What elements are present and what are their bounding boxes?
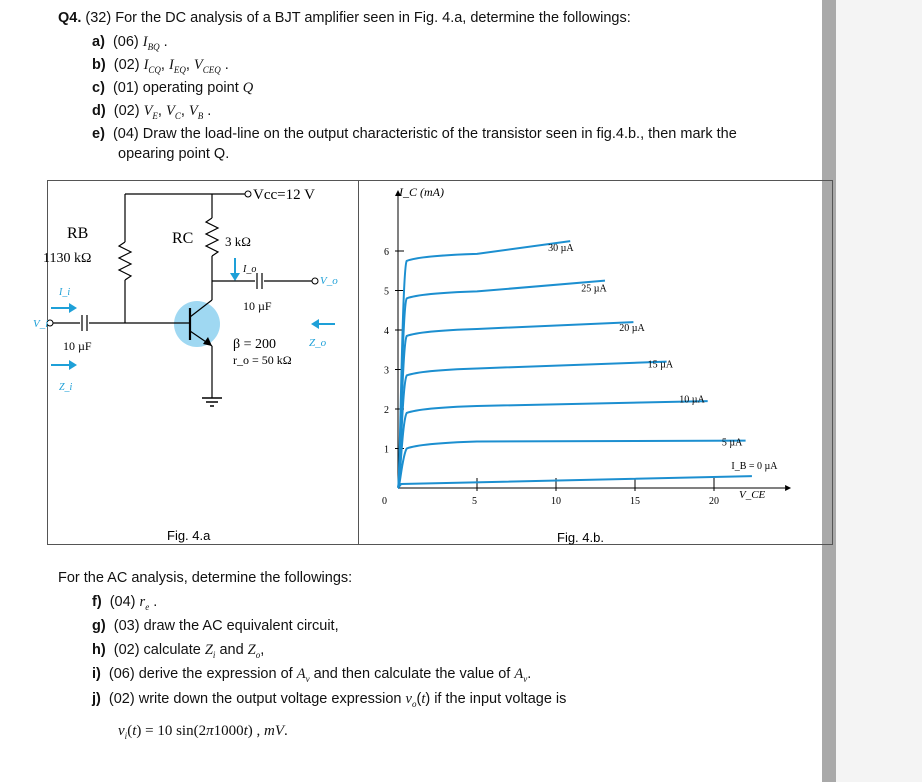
chart-y-tick-label: 1 bbox=[384, 444, 389, 456]
cin-label: 10 µF bbox=[63, 339, 92, 353]
rb-label: RB bbox=[67, 225, 89, 242]
item-i-label: i) bbox=[92, 666, 101, 682]
chart-series-line bbox=[398, 362, 667, 488]
question-number: Q4. bbox=[58, 10, 82, 26]
item-c-math: Q bbox=[242, 80, 254, 96]
item-j-label: j) bbox=[92, 691, 101, 707]
rb-resistor bbox=[119, 242, 131, 280]
item-c-text: (01) operating point bbox=[112, 80, 239, 96]
chart-series-label: I_B = 0 µA bbox=[731, 461, 778, 473]
item-g-text: (03) draw the AC equivalent circuit, bbox=[113, 618, 339, 634]
zi-arrow bbox=[69, 360, 77, 370]
question-text: (32) For the DC analysis of a BJT amplifier seen in Fig. 4.a, determine the followings: bbox=[85, 10, 631, 26]
item-g-label: g) bbox=[92, 618, 106, 634]
item-h: h) (02) calculate $Z_i$ and $Z_o$, bbox=[92, 642, 265, 660]
rc-value: 3 kΩ bbox=[225, 234, 251, 249]
item-d: d) (02) $V_E$, $V_C$, $V_B$ . bbox=[92, 103, 212, 121]
item-a-label: a) bbox=[92, 34, 105, 50]
question-header bbox=[58, 9, 631, 27]
item-h-label: h) bbox=[92, 642, 106, 658]
item-i: i) (06) derive the expression of $A_v$ and then calculate the value of $A_v$. bbox=[92, 666, 532, 684]
chart-series-label: 15 µA bbox=[647, 359, 674, 371]
zo-label: Z_o bbox=[309, 337, 327, 349]
ii-label: I_i bbox=[59, 287, 71, 298]
item-b-label: b) bbox=[92, 57, 106, 73]
chart-x-tick-label: 20 bbox=[709, 496, 719, 507]
io-arrow bbox=[230, 273, 240, 281]
transistor-highlight bbox=[174, 301, 220, 347]
chart-y-tick-label: 4 bbox=[384, 326, 389, 337]
rc-label: RC bbox=[172, 230, 194, 247]
item-g bbox=[92, 617, 339, 635]
item-e-label: e) bbox=[92, 126, 105, 142]
cout-label: 10 µF bbox=[243, 299, 272, 313]
item-c bbox=[92, 79, 253, 97]
chart-x-tick-label: 10 bbox=[551, 496, 561, 507]
item-e-text: (04) Draw the load-line on the output characteristic of the transistor seen in fig.4.b., then mark the bbox=[112, 126, 737, 142]
input-voltage-equation: $v_i(t) = 10$ sin(2π1000t) , mV. bbox=[118, 723, 288, 741]
item-b: b) (02) $I_{CQ}$, $I_{EQ}$, $V_{CEQ}$ . bbox=[92, 57, 229, 75]
chart-series-line bbox=[398, 476, 752, 488]
item-f-label: f) bbox=[92, 594, 102, 610]
chart-x-tick-label: 0 bbox=[382, 496, 387, 507]
chart-series-line bbox=[398, 401, 708, 488]
chart-series-line bbox=[398, 241, 570, 488]
rc-resistor bbox=[206, 218, 218, 256]
vcc-label: Vcc=12 V bbox=[253, 187, 315, 203]
chart-x-axis-label: V_CE bbox=[739, 489, 766, 501]
item-c-label: c) bbox=[92, 80, 105, 96]
ro-label: r_o = 50 kΩ bbox=[233, 353, 292, 367]
vo-label: V_o bbox=[320, 275, 338, 287]
chart-y-tick-label: 5 bbox=[384, 286, 389, 298]
chart-series-label: 10 µA bbox=[679, 394, 705, 406]
right-margin bbox=[836, 0, 922, 782]
item-j: j) (02) write down the output voltage expression $v_o(t)$ if the input voltage is bbox=[92, 691, 567, 709]
chart-y-tick-label: 2 bbox=[384, 405, 389, 416]
output-characteristic-chart bbox=[359, 180, 833, 545]
fig-4a-caption: Fig. 4.a bbox=[167, 528, 211, 543]
ac-intro: For the AC analysis, determine the followings: bbox=[58, 570, 353, 586]
chart-series-label: 30 µA bbox=[548, 243, 574, 254]
chart-series-label: 25 µA bbox=[581, 283, 607, 295]
chart-x-tick-label: 15 bbox=[630, 496, 640, 507]
item-f: f) (04) $r_e$ . bbox=[92, 594, 158, 612]
beta-label: β = 200 bbox=[233, 337, 277, 352]
item-e bbox=[92, 125, 737, 143]
chart-y-tick-label: 3 bbox=[384, 365, 389, 377]
chart-x-axis-arrow bbox=[785, 485, 791, 491]
item-a: a) (06) $I_{BQ}$ . bbox=[92, 34, 168, 52]
rb-value: 1130 kΩ bbox=[43, 251, 92, 266]
vi-label: V_i bbox=[33, 318, 49, 330]
fig-4b-caption: Fig. 4.b. bbox=[557, 530, 604, 545]
chart-series-line bbox=[398, 281, 605, 488]
item-e-continued: opearing point Q. bbox=[118, 146, 230, 162]
chart-series-label: 20 µA bbox=[619, 322, 645, 334]
circuit-diagram bbox=[33, 180, 358, 545]
chart-x-tick-label: 5 bbox=[472, 496, 477, 507]
ii-arrow bbox=[69, 303, 77, 313]
io-label: I_o bbox=[243, 264, 257, 275]
chart-series-label: 5 µA bbox=[721, 437, 743, 449]
zo-arrow bbox=[311, 319, 319, 329]
item-d-label: d) bbox=[92, 103, 106, 119]
chart-y-tick-label: 6 bbox=[384, 247, 389, 258]
chart-y-axis-label: I_C (mA) bbox=[399, 185, 444, 199]
zi-label: Z_i bbox=[59, 382, 73, 393]
